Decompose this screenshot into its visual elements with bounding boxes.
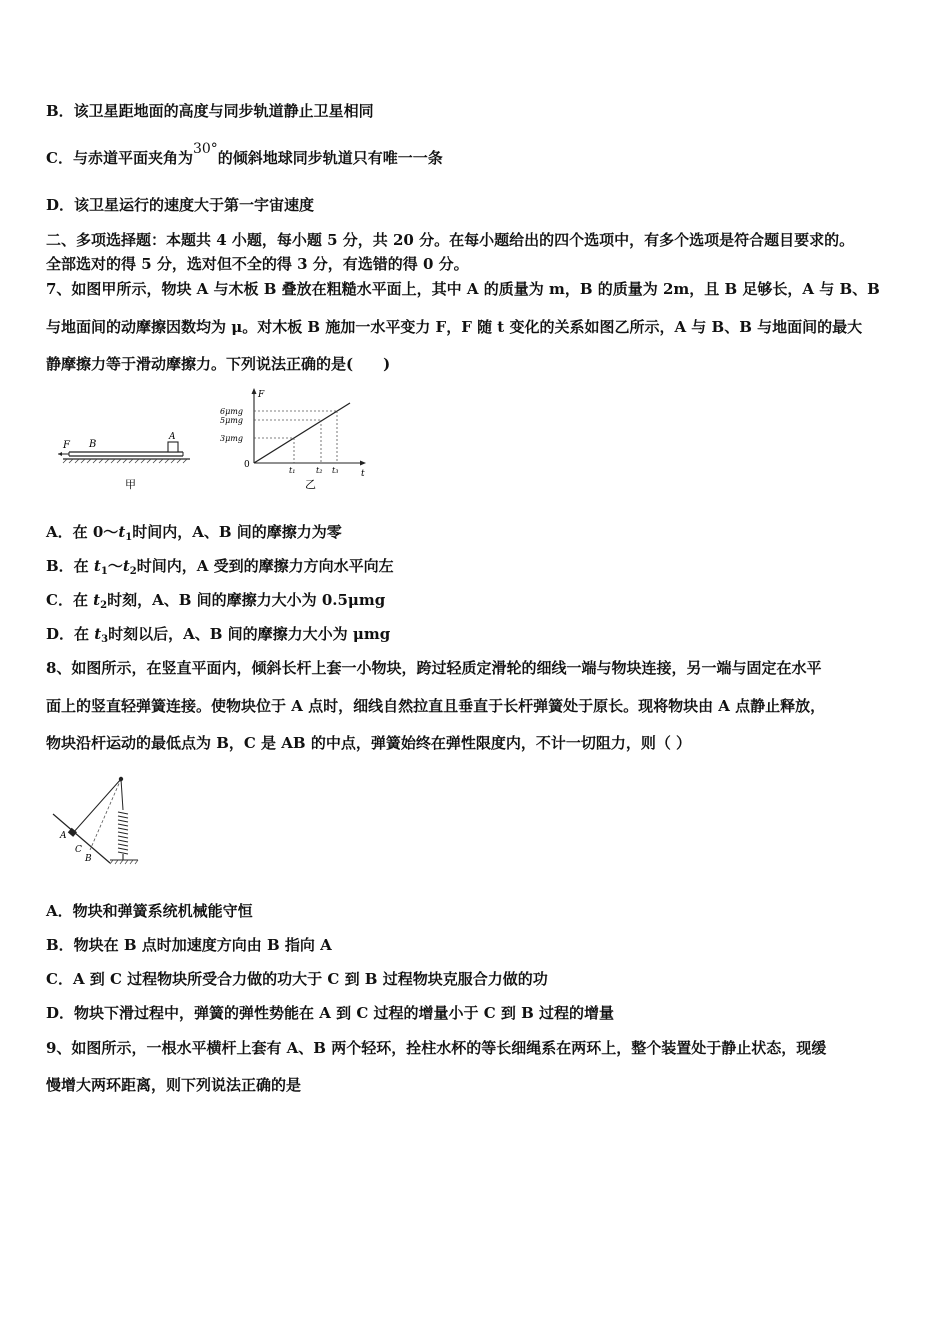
q9-line2: 慢增大两环距离，则下列说法正确的是 (46, 1076, 302, 1094)
q7-option-a (46, 522, 342, 548)
q8-line2: 面上的竖直轻弹簧连接。使物块位于 A 点时，细线自然拉直且垂直于长杆弹簧处于原长。现将物块由 A 点静止释放， (46, 697, 826, 715)
spring (118, 812, 128, 860)
q7-c-prefix: C．在 (46, 591, 94, 609)
tick-5umg: 5μmg (220, 416, 243, 425)
string-to-block (73, 779, 121, 833)
q8-option-a: A．物块和弹簧系统机械能守恒 (46, 902, 253, 920)
q7-c-suffix: 时刻，A、B 间的摩擦力大小为 0.5μmg (107, 591, 386, 609)
string-to-spring (121, 779, 123, 810)
q8-line1: 8、如图所示，在竖直平面内，倾斜长杆上套一小物块，跨过轻质定滑轮的细线一端与物块连接，另一端与固定在水平 (46, 659, 822, 677)
tick-t1: t₁ (289, 466, 296, 475)
q7-b-t2: t (122, 557, 130, 575)
tick-t3: t₃ (332, 466, 339, 475)
q7-b-mid: ～ (107, 557, 123, 575)
q7-d-prefix: D．在 (46, 625, 95, 643)
q7-a-prefix: A．在 0～ (46, 523, 119, 541)
axis-t-label: t (361, 469, 365, 479)
q7-b-t1: t (93, 557, 101, 575)
q7-option-d (46, 624, 390, 650)
q7-line2: 与地面间的动摩擦因数均为 μ。对木板 B 施加一水平变力 F，F 随 t 变化的关系如图乙所示，A 与 B、B 与地面间的最大 (46, 318, 863, 336)
q8-line3: 物块沿杆运动的最低点为 B，C 是 AB 的中点，弹簧始终在弹性限度内，不计一切阻力，则（ ） (46, 734, 692, 752)
q9-line1: 9、如图所示，一根水平横杆上套有 A、B 两个轻环，拴柱水杯的等长细绳系在两环上，整个装置处于静止状态，现缓 (46, 1039, 827, 1057)
q6-option-b: B．该卫星距地面的高度与同步轨道静止卫星相同 (46, 102, 374, 120)
label-a: A (169, 432, 176, 442)
q7-b-sub2: 2 (129, 566, 137, 577)
section2-line2: 全部选对的得 5 分，选对但不全的得 3 分，有选错的得 0 分。 (46, 255, 469, 273)
section2-line1: 二、多项选择题：本题共 4 小题，每小题 5 分，共 20 分。在每小题给出的四个选项中，有多个选项是符合题目要求的。 (46, 231, 855, 249)
q8-option-c: C．A 到 C 过程物块所受合力做的功大于 C 到 B 过程物块克服合力做的功 (46, 970, 548, 988)
f-t-line (254, 403, 350, 463)
point-b: B (85, 854, 92, 864)
caption-yi: 乙 (305, 478, 316, 491)
q7-b-prefix: B．在 (46, 557, 94, 575)
point-c: C (75, 845, 82, 855)
tick-3umg: 3μmg (220, 434, 243, 443)
q7-option-c (46, 590, 385, 616)
q8-option-b: B．物块在 B 点时加速度方向由 B 指向 A (46, 936, 332, 954)
q7-line3: 静摩擦力等于滑动摩擦力。下列说法正确的是( ) (46, 355, 391, 373)
q7-b-sub1: 1 (100, 566, 108, 577)
q6-option-c-prefix: C．与赤道平面夹角为 (46, 149, 193, 167)
q6-angle: 30° (192, 141, 218, 157)
label-b: B (89, 439, 97, 450)
q7-line1: 7、如图甲所示，物块 A 与木板 B 叠放在粗糙水平面上，其中 A 的质量为 m，B 的质量为 2m，且 B 足够长，A 与 B、B (46, 280, 880, 298)
q6-option-c-suffix: 的倾斜地球同步轨道只有唯一一条 (217, 149, 443, 167)
q7-c-sub: 2 (100, 600, 108, 611)
q7-a-t: t (118, 523, 126, 541)
string-dashed (90, 779, 121, 850)
caption-jia: 甲 (125, 478, 136, 491)
q8-option-d: D．物块下滑过程中，弹簧的弹性势能在 A 到 C 过程的增量小于 C 到 B 过程的增量 (46, 1004, 614, 1022)
q7-a-sub: 1 (125, 532, 133, 543)
q7-option-b (46, 556, 394, 582)
q7-d-suffix: 时刻以后，A、B 间的摩擦力大小为 μmg (108, 625, 391, 643)
q8-figure (48, 770, 148, 870)
pulley (119, 777, 123, 781)
q7-d-t: t (94, 625, 102, 643)
q7-figure-jia (55, 425, 200, 495)
block-a (168, 442, 178, 452)
small-block (68, 828, 77, 837)
point-a: A (60, 831, 67, 841)
q6-option-c (46, 141, 443, 169)
q7-figure-yi (218, 385, 378, 495)
tick-6umg: 6μmg (220, 407, 243, 416)
q7-c-t: t (93, 591, 101, 609)
q7-a-suffix: 时间内，A、B 间的摩擦力为零 (132, 523, 342, 541)
q6-option-d: D．该卫星运行的速度大于第一宇宙速度 (46, 196, 315, 214)
q7-d-sub: 3 (101, 634, 109, 645)
origin-label: 0 (244, 460, 250, 470)
label-f: F (63, 440, 70, 451)
tick-t2: t₂ (316, 466, 323, 475)
q7-b-suffix: 时间内，A 受到的摩擦力方向水平向左 (136, 557, 394, 575)
axis-f-label: F (258, 390, 265, 400)
